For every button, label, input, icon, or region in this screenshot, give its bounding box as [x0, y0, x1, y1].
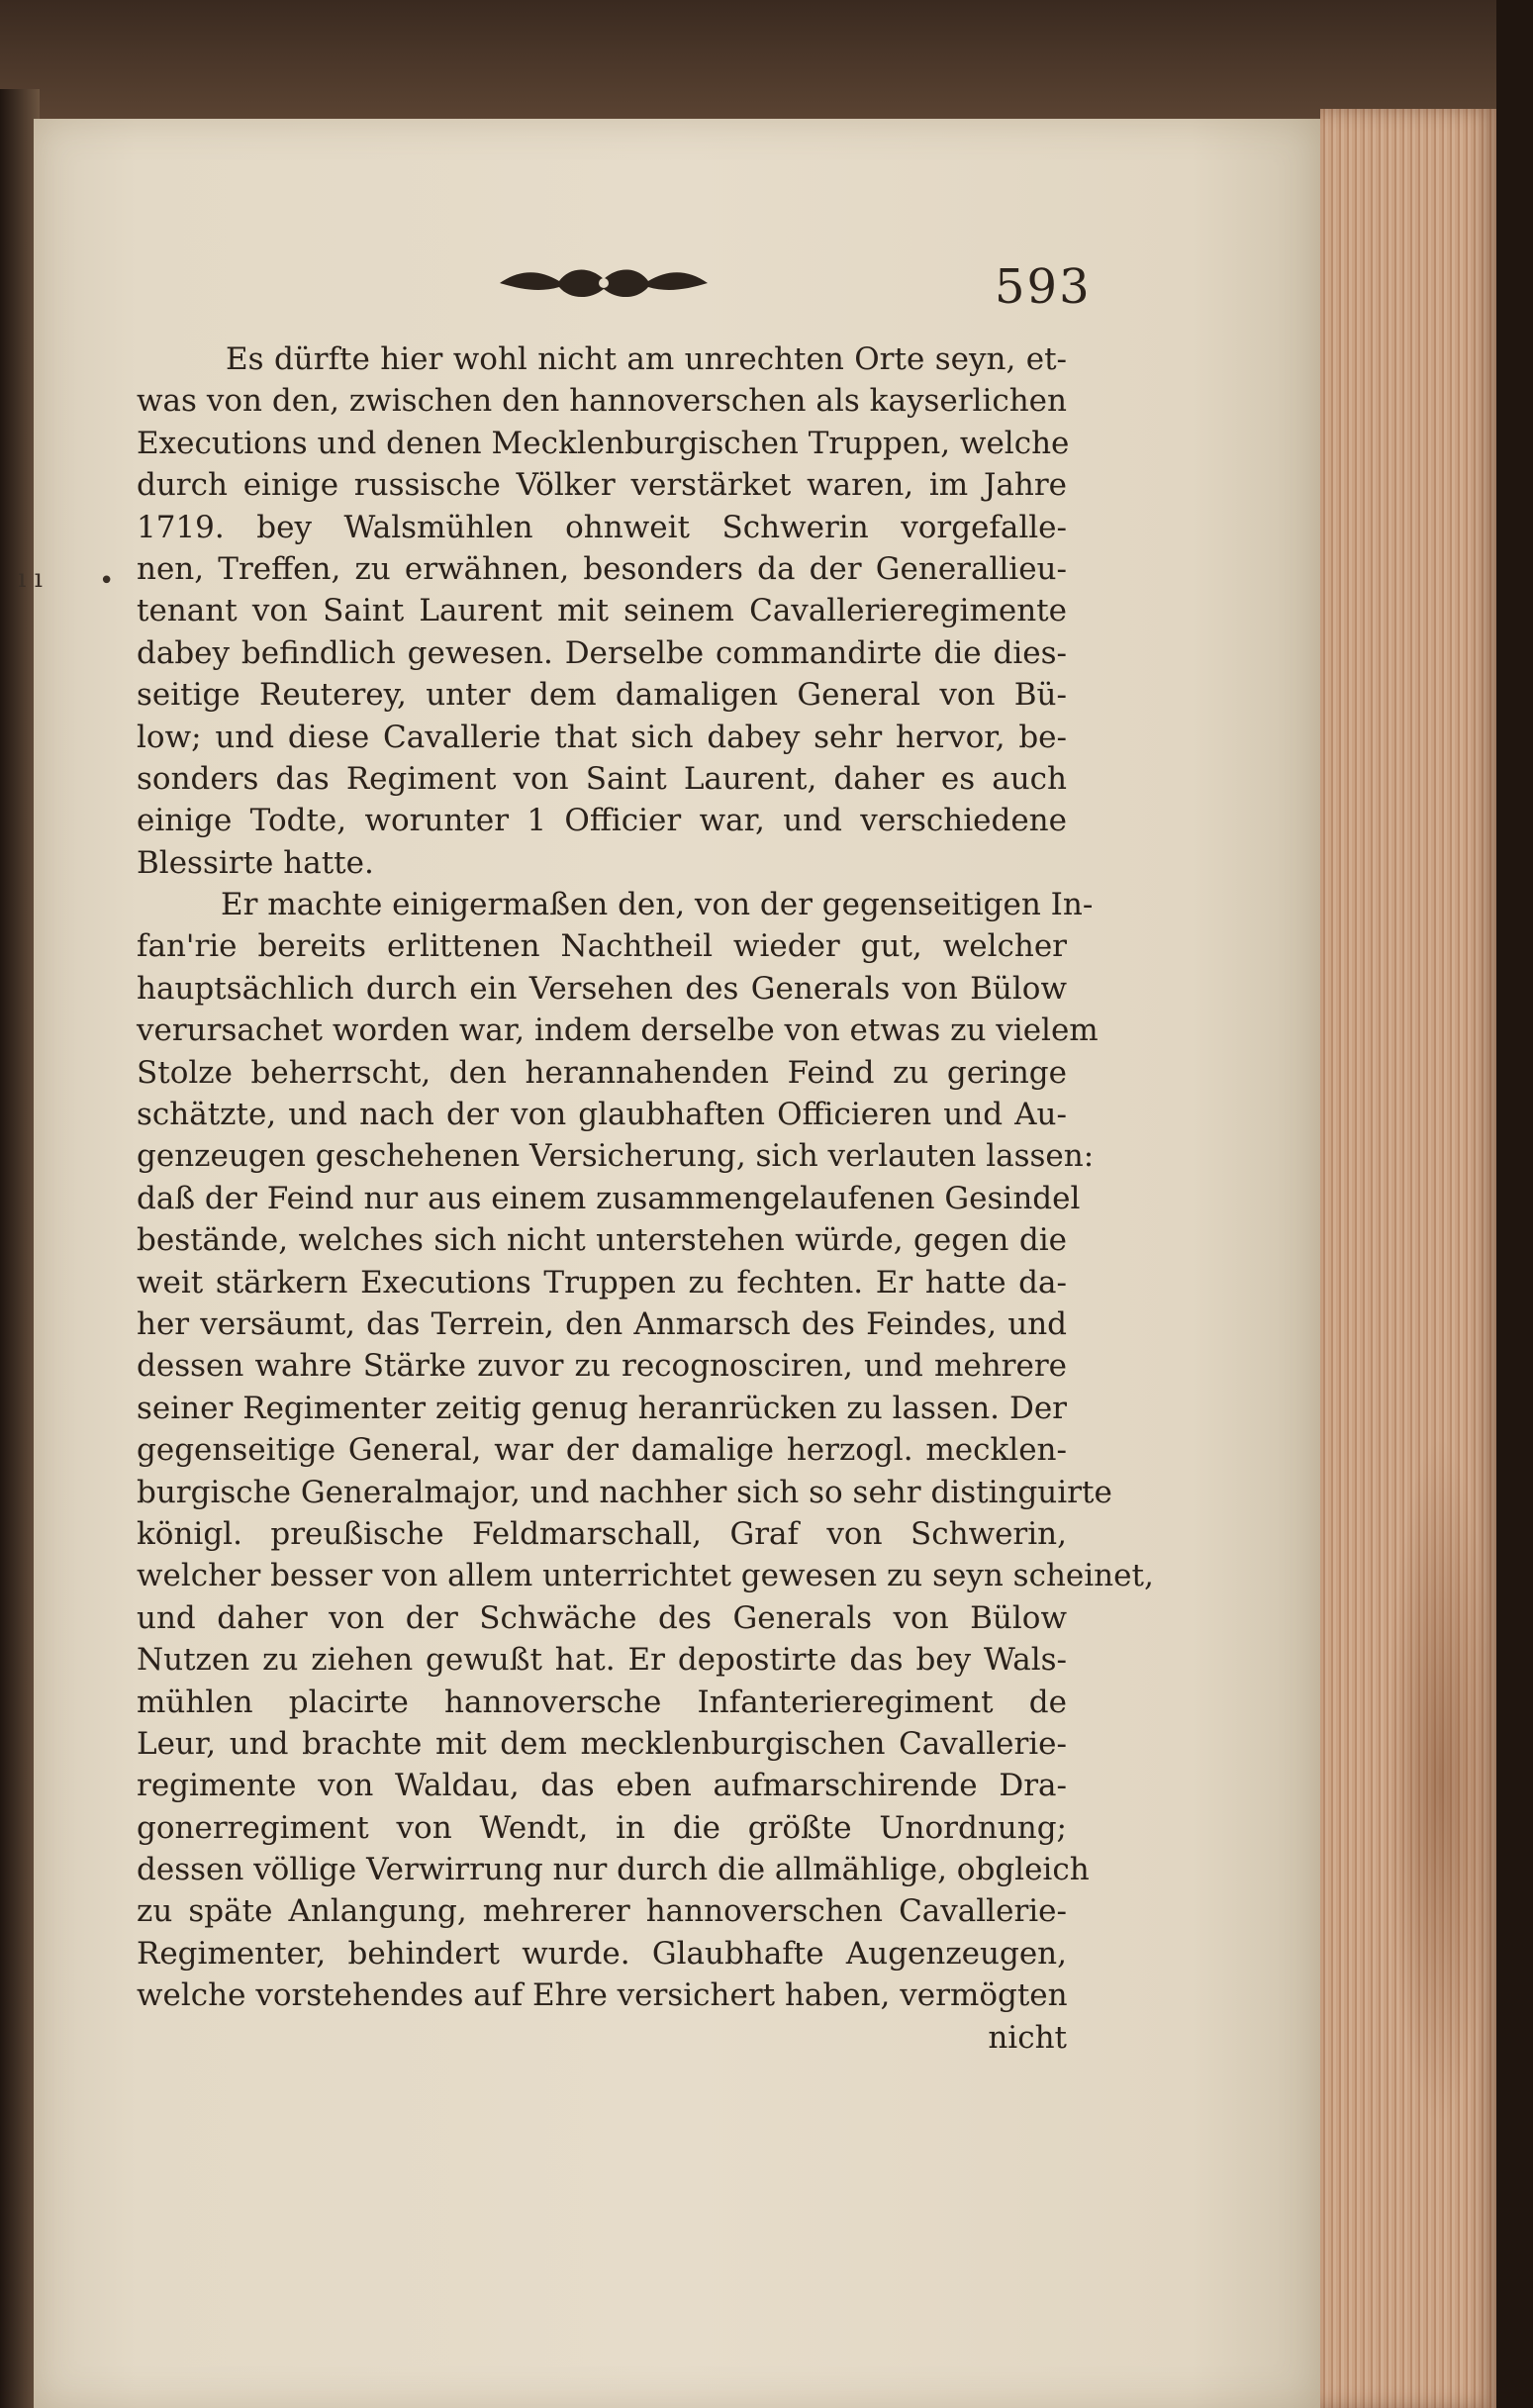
text-line: einige Todte, worunter 1 Officier war, und verschiedene — [137, 803, 1067, 839]
text-line: genzeugen geschehenen Versicherung, sich verlauten lassen: — [137, 1138, 1095, 1175]
text-line: bestände, welches sich nicht unterstehen würde, gegen die — [137, 1222, 1067, 1259]
text-line: hauptsächlich durch ein Versehen des Generals von Bülow — [137, 970, 1067, 1007]
decorative-ornament-icon — [500, 259, 708, 307]
margin-mark: ı ı — [18, 564, 43, 594]
text-line: verursachet worden war, indem derselbe von etwas zu vielem — [137, 1012, 1099, 1049]
text-line: 1719. bey Walsmühlen ohnweit Schwerin vorgefalle- — [137, 509, 1067, 545]
text-line: her versäumt, das Terrein, den Anmarsch des Feindes, und — [137, 1305, 1067, 1342]
text-line: Er machte einigermaßen den, von der gegenseitigen In- — [221, 887, 1094, 923]
text-line: was von den, zwischen den hannoverschen als kayserlichen — [137, 383, 1067, 420]
text-line: zu späte Anlangung, mehrerer hannoverschen Cavallerie- — [137, 1893, 1067, 1930]
page-edges-stain — [1386, 1435, 1494, 2128]
text-line: burgische Generalmajor, und nachher sich so sehr distinguirte — [137, 1474, 1112, 1510]
text-line: tenant von Saint Laurent mit seinem Cavallerieregimente — [137, 593, 1067, 629]
page-number: 593 — [995, 259, 1092, 315]
text-line: fan'rie bereits erlittenen Nachtheil wieder gut, welcher — [137, 928, 1067, 965]
text-line: gegenseitige General, war der damalige herzogl. mecklen- — [137, 1432, 1067, 1469]
text-line: dessen völlige Verwirrung nur durch die allmählige, obgleich — [137, 1852, 1090, 1888]
text-line: Nutzen zu ziehen gewußt hat. Er depostirte das bey Wals- — [137, 1642, 1067, 1679]
text-line: schätzte, und nach der von glaubhaften Officieren und Au- — [137, 1097, 1067, 1133]
text-line: Stolze beherrscht, den herannahenden Feind zu geringe — [137, 1054, 1067, 1091]
text-line: weit stärkern Executions Truppen zu fechten. Er hatte da- — [137, 1264, 1067, 1300]
text-line: mühlen placirte hannoversche Infanterieregiment de — [137, 1684, 1067, 1720]
text-line: seiner Regimenter zeitig genug heranrücken zu lassen. Der — [137, 1390, 1067, 1426]
background-shadow-top — [0, 0, 1533, 119]
text-line: Blessirte hatte. — [137, 844, 374, 881]
text-line: Executions und denen Mecklenburgischen Truppen, welche — [137, 425, 1070, 461]
background-right — [1496, 0, 1533, 2408]
text-line: nen, Treffen, zu erwähnen, besonders da der Generallieu- — [137, 550, 1067, 587]
text-line: dessen wahre Stärke zuvor zu recognosciren, und mehrere — [137, 1348, 1067, 1385]
text-line: seitige Reuterey, unter dem damaligen General von Bü- — [137, 677, 1067, 714]
text-line: Leur, und brachte mit dem mecklenburgischen Cavallerie- — [137, 1725, 1067, 1762]
text-line: regimente von Waldau, das eben aufmarschirende Dra- — [137, 1768, 1067, 1804]
text-line: dabey befindlich gewesen. Derselbe commandirte die dies- — [137, 634, 1067, 671]
text-line: welche vorstehendes auf Ehre versichert haben, vermögten — [137, 1977, 1068, 2014]
text-line: welcher besser von allem unterrichtet gewesen zu seyn scheinet, — [137, 1558, 1154, 1594]
text-line: königl. preußische Feldmarschall, Graf von Schwerin, — [137, 1515, 1067, 1552]
text-line: low; und diese Cavallerie that sich dabey sehr hervor, be- — [137, 719, 1067, 755]
margin-mark: • — [99, 566, 115, 596]
text-line: sonders das Regiment von Saint Laurent, daher es auch — [137, 760, 1067, 797]
text-line: gonerregiment von Wendt, in die größte Unordnung; — [137, 1809, 1067, 1846]
text-line: Es dürfte hier wohl nicht am unrechten Orte seyn, et- — [226, 341, 1067, 377]
catchword: nicht — [988, 2019, 1067, 2056]
text-line: daß der Feind nur aus einem zusammengelaufenen Gesindel — [137, 1180, 1081, 1216]
text-block — [137, 338, 1154, 2059]
text-line: Regimenter, behindert wurde. Glaubhafte Augenzeugen, — [137, 1935, 1067, 1972]
text-line: durch einige russische Völker verstärket waren, im Jahre — [137, 467, 1067, 504]
text-line: und daher von der Schwäche des Generals von Bülow — [137, 1599, 1067, 1636]
